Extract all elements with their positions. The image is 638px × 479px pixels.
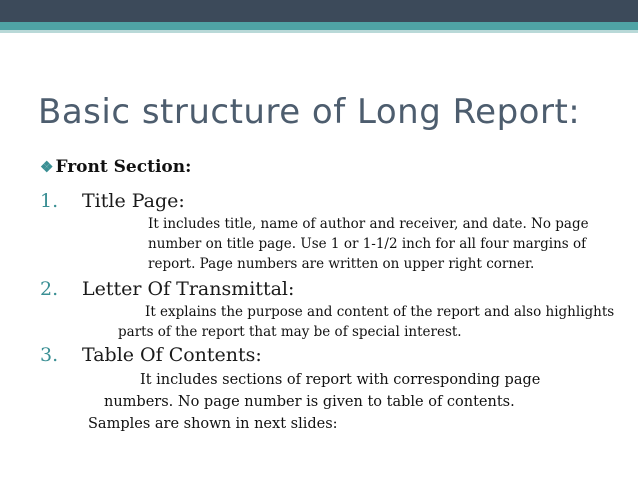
item-number: 2. xyxy=(40,278,59,300)
description-line: It includes title, name of author and receiver, and date. No page xyxy=(148,216,589,232)
item-letter-of-transmittal-heading xyxy=(40,278,294,300)
item-table-of-contents-line-2: numbers. No page number is given to table of contents. xyxy=(104,394,515,410)
item-title-page-description xyxy=(148,214,589,274)
slide-title: Basic structure of Long Report: xyxy=(38,92,581,132)
item-table-of-contents-heading xyxy=(40,344,262,366)
top-accent-light-bar xyxy=(0,30,638,33)
item-heading-text: Letter Of Transmittal: xyxy=(82,278,295,300)
item-heading-text: Title Page: xyxy=(82,190,185,212)
item-number: 1. xyxy=(40,190,59,212)
item-heading-text: Table Of Contents: xyxy=(82,344,262,366)
front-section-label xyxy=(40,157,191,177)
description-line: report. Page numbers are written on upper right corner. xyxy=(148,256,535,272)
top-decorative-bar xyxy=(0,0,638,22)
item-table-of-contents-line-1: It includes sections of report with corresponding page xyxy=(140,372,541,388)
description-line: number on title page. Use 1 or 1-1/2 inch for all four margins of xyxy=(148,236,587,252)
item-number: 3. xyxy=(40,344,59,366)
item-title-page-heading xyxy=(40,190,185,212)
samples-note: Samples are shown in next slides: xyxy=(88,416,338,432)
item-letter-of-transmittal-line-2: parts of the report that may be of special interest. xyxy=(118,324,462,340)
item-letter-of-transmittal-line-1: It explains the purpose and content of the report and also highlights xyxy=(145,304,615,320)
front-section-text: Front Section: xyxy=(55,157,192,177)
diamond-bullet-icon: ❖ xyxy=(40,158,54,176)
top-accent-bar xyxy=(0,22,638,30)
